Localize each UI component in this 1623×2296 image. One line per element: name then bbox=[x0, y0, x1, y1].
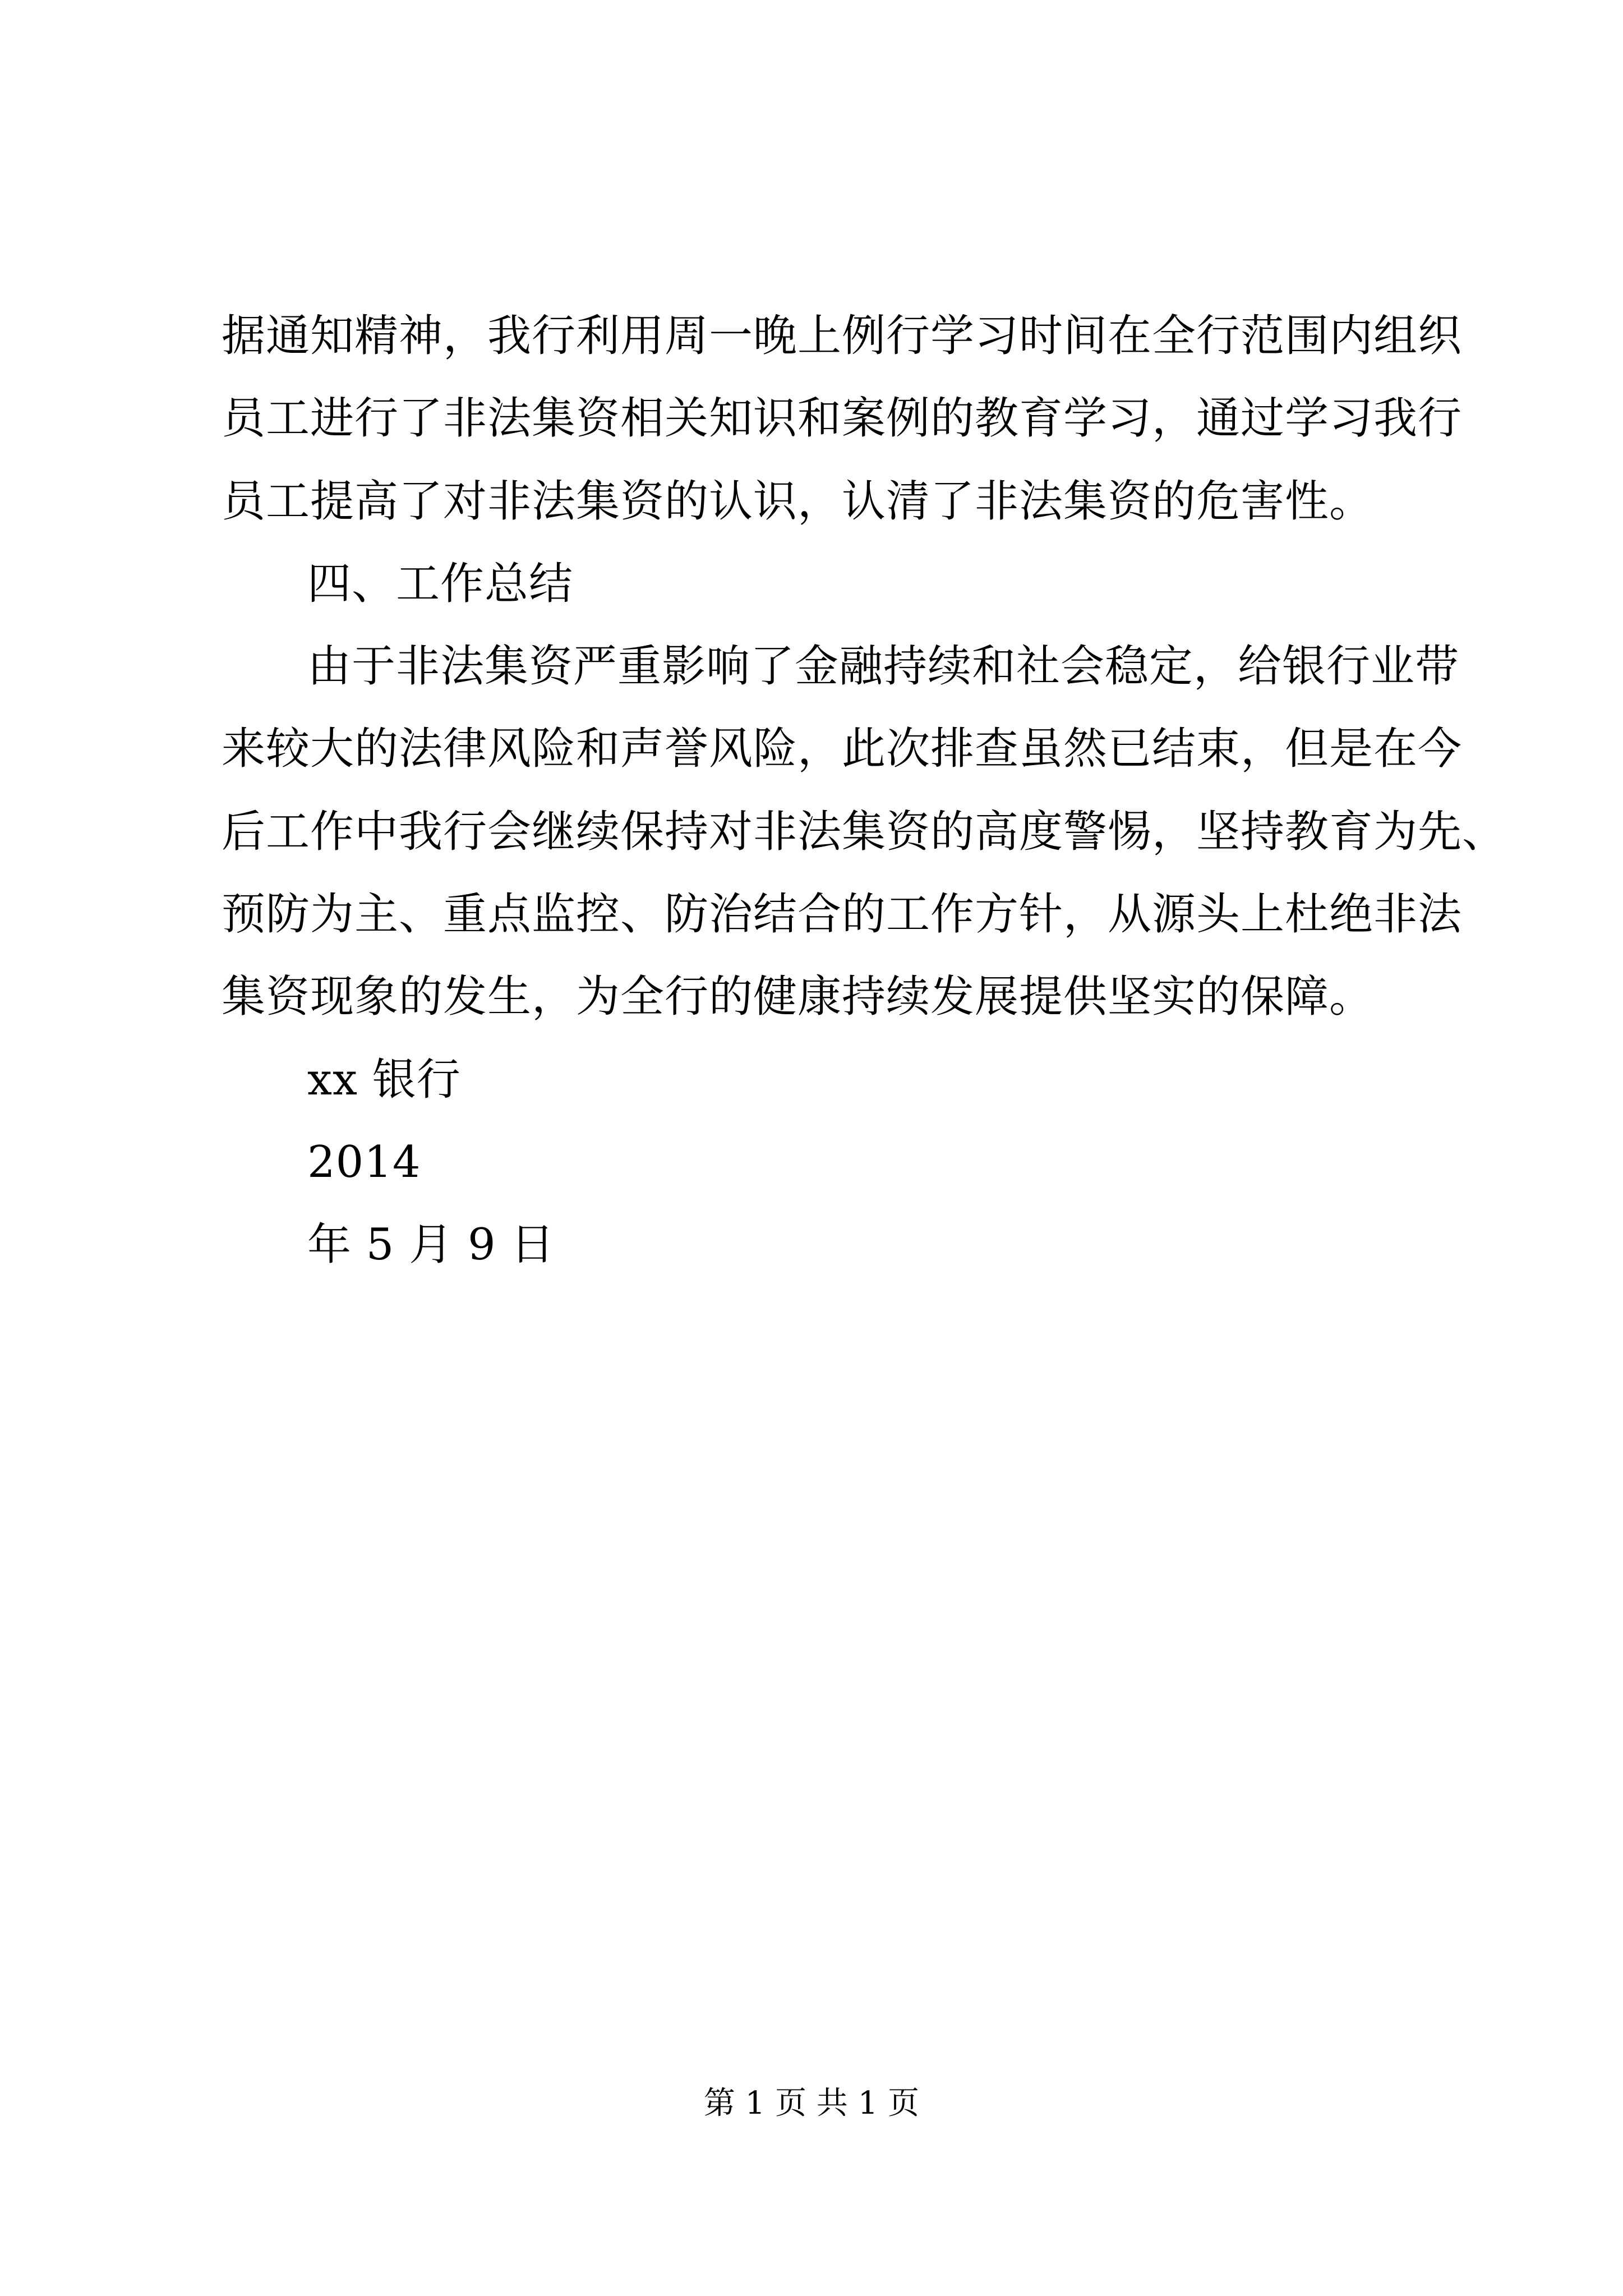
paragraph-2-line-1: 由于非法集资严重影响了金融持续和社会稳定，给银行业带 bbox=[307, 641, 1460, 692]
paragraph-2-line-2: 来较大的法律风险和声誉风险，此次排查虽然已结束，但是在今 bbox=[222, 724, 1463, 774]
paragraph-2-line-5: 集资现象的发生，为全行的健康持续发展提供坚实的保障。 bbox=[222, 972, 1374, 1022]
signature-year: 2014 bbox=[307, 1137, 421, 1188]
signature-organization: xx 银行 bbox=[307, 1055, 461, 1105]
paragraph-2-line-4: 预防为主、重点监控、防治结合的工作方针，从源头上杜绝非法 bbox=[222, 889, 1463, 940]
paragraph-2-line-3: 后工作中我行会继续保持对非法集资的高度警惕，坚持教育为先、 bbox=[222, 807, 1507, 857]
page-footer: 第 1 页 共 1 页 bbox=[703, 2085, 920, 2122]
paragraph-1-line-2: 员工进行了非法集资相关知识和案例的教育学习，通过学习我行 bbox=[222, 393, 1463, 444]
paragraph-1-line-3: 员工提高了对非法集资的认识，认清了非法集资的危害性。 bbox=[222, 476, 1374, 527]
section-heading: 四、工作总结 bbox=[307, 559, 574, 609]
signature-date: 年 5 月 9 日 bbox=[307, 1220, 555, 1270]
paragraph-1-line-1: 据通知精神，我行利用周一晚上例行学习时间在全行范围内组织 bbox=[222, 311, 1463, 361]
